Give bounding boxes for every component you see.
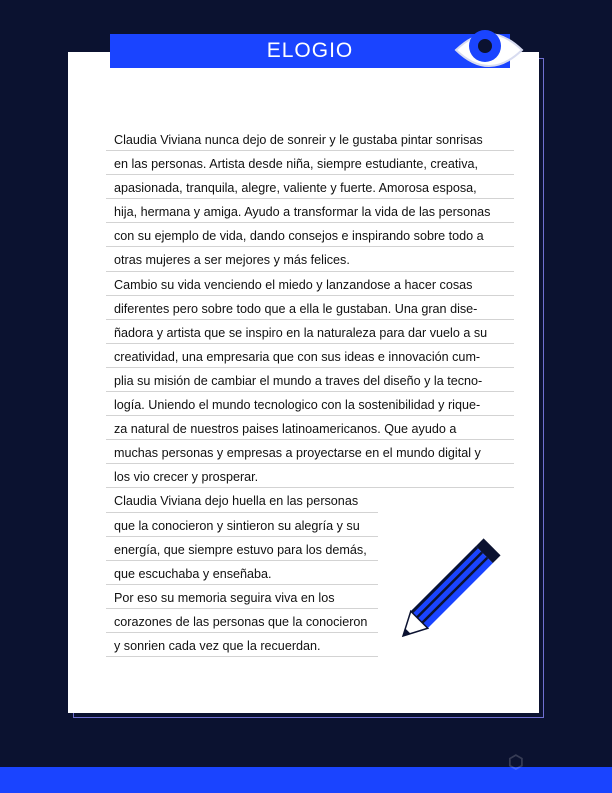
text-line: muchas personas y empresas a proyectarse en el mundo digital y <box>114 441 506 465</box>
pencil-icon <box>384 534 504 656</box>
title-banner <box>110 34 510 68</box>
text-line: y sonrien cada vez que la recuerdan. <box>114 634 506 658</box>
text-line: Claudia Viviana dejo huella en las personas <box>114 489 506 513</box>
text-line: Cambio su vida venciendo el miedo y lanzandose a hacer cosas <box>114 273 506 297</box>
eye-icon <box>452 24 526 76</box>
text-line: que la conocieron y sintieron su alegría y su <box>114 514 506 538</box>
text-line: los vio crecer y prosperar. <box>114 465 506 489</box>
text-line: apasionada, tranquila, alegre, valiente y fuerte. Amorosa esposa, <box>114 176 506 200</box>
text-line: diferentes pero sobre todo que a ella le gustaban. Una gran dise- <box>114 297 506 321</box>
text-line: corazones de las personas que la conocieron <box>114 610 506 634</box>
text-line: energía, que siempre estuvo para los demás, <box>114 538 506 562</box>
text-line: za natural de nuestros paises latinoamericanos. Que ayudo a <box>114 417 506 441</box>
page-title: ELOGIO <box>266 39 354 62</box>
text-line: Claudia Viviana nunca dejo de sonreir y le gustaba pintar sonrisas <box>114 128 506 152</box>
text-line: con su ejemplo de vida, dando consejos e inspirando sobre todo a <box>114 224 506 248</box>
text-line: Por eso su memoria seguira viva en los <box>114 586 506 610</box>
text-line: otras mujeres a ser mejores y más felices. <box>114 248 506 272</box>
text-line: hija, hermana y amiga. Ayudo a transformar la vida de las personas <box>114 200 506 224</box>
text-line: plia su misión de cambiar el mundo a traves del diseño y la tecno- <box>114 369 506 393</box>
text-line: creatividad, una empresaria que con sus ideas e innovación cum- <box>114 345 506 369</box>
text-line: ñadora y artista que se inspiro en la naturaleza para dar vuelo a su <box>114 321 506 345</box>
text-line: en las personas. Artista desde niña, siempre estudiante, creativa, <box>114 152 506 176</box>
text-line: que escuchaba y enseñaba. <box>114 562 506 586</box>
watermark: ⬡ <box>508 752 524 772</box>
text-line: logía. Uniendo el mundo tecnologico con la sostenibilidad y rique- <box>114 393 506 417</box>
